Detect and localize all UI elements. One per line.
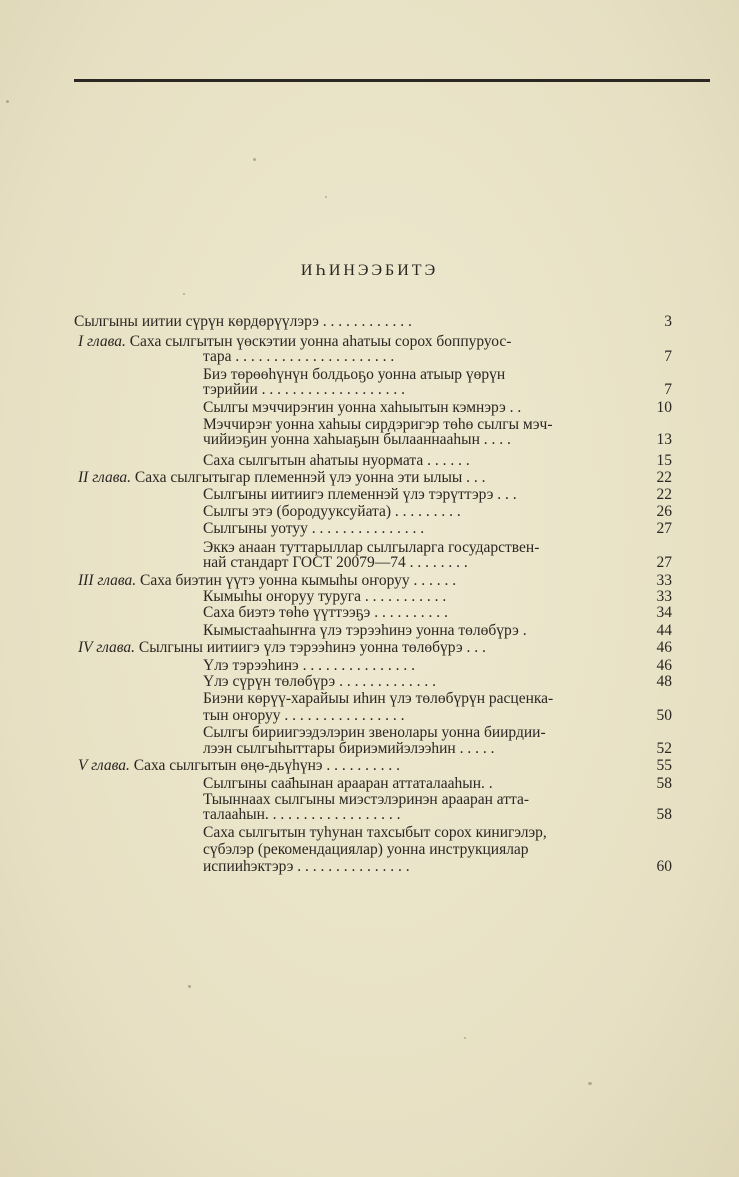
toc-page-number: 10	[656, 399, 672, 416]
toc-entry	[203, 707, 648, 724]
toc-entry	[203, 858, 648, 875]
toc-page-number: 26	[656, 503, 672, 520]
toc-page-number: 22	[656, 486, 672, 503]
toc-entry-text: Сылгыны иитиигэ племеннэй үлэ тэрүттэрэ . . .	[203, 486, 517, 503]
toc-entry-text: тара . . . . . . . . . . . . . . . . . . . . .	[203, 348, 395, 365]
toc-entry	[78, 757, 648, 774]
toc-entry-text: Саха биэтин үүтэ уонна кымыһы оҥоруу . . . . . .	[140, 572, 457, 589]
toc-entry	[74, 313, 648, 330]
toc-entry-text: Сылгыны иитии сүрүн көрдөрүүлэрэ . . . . . . . . . . . .	[74, 313, 412, 330]
paper-speck	[588, 1082, 592, 1085]
toc-entry-text: Биэни көрүү-харайыы иһин үлэ төлөбүрүн расценка-	[203, 690, 554, 707]
paper-speck	[253, 158, 256, 161]
toc-entry-text: Үлэ тэрээһинэ . . . . . . . . . . . . . . .	[203, 657, 415, 674]
toc-page-number: 60	[656, 858, 672, 875]
toc-page-number: 44	[656, 622, 672, 639]
toc-entry	[203, 724, 648, 741]
toc-entry-text: Сылгы бириигээдэлэрин звенолары уонна биирдии-	[203, 724, 546, 741]
toc-page-number: 3	[664, 313, 672, 330]
toc-entry	[203, 554, 648, 571]
toc-entry-text: Кымыстааһыҥҥа үлэ тэрээһинэ уонна төлөбүрэ .	[203, 622, 527, 639]
toc-entry-text: Тыыннаах сылгыны миэстэлэринэн арааран атта-	[203, 791, 530, 808]
toc-entry-text: Эккэ анаан туттарыллар сылгыларга государствен-	[203, 539, 540, 556]
chapter-label: III глава.	[78, 572, 141, 589]
toc-entry-text: тэрийии . . . . . . . . . . . . . . . . . . .	[203, 381, 405, 398]
toc-entry-text: Саха сылгытын аһатыы нуормата . . . . . .	[203, 452, 470, 469]
toc-entry	[203, 824, 648, 841]
chapter-label: I глава.	[78, 333, 130, 350]
toc-entry	[203, 452, 648, 469]
toc-entry-text: лээн сылгыһыттары бириэмийэлээһин . . . . .	[203, 740, 495, 757]
toc-entry-text: Сылгыны саа̄һынан арааран аттаталааһын. .	[203, 775, 493, 792]
toc-entry-text: Саха сылгытыгар племеннэй үлэ уонна эти ылыы . . .	[134, 469, 486, 486]
toc-entry-text: чийиэҕин уонна хаһыаҕын былааннааһын . . . .	[203, 431, 511, 448]
toc-entry	[203, 503, 648, 520]
toc-entry	[203, 657, 648, 674]
toc-entry-text: най стандарт ГОСТ 20079—74 . . . . . . . .	[203, 554, 468, 571]
toc-entry-text: Үлэ сүрүн төлөбүрэ . . . . . . . . . . . . .	[203, 673, 436, 690]
toc-page-number: 46	[656, 639, 672, 656]
toc-entry	[203, 381, 648, 398]
toc-entry-text: Мэччирэҥ уонна хаһыы сирдэригэр төһө сылгы мэч-	[203, 416, 553, 433]
toc-page-number: 33	[656, 572, 672, 589]
toc-page-number: 7	[664, 381, 672, 398]
toc-entry-text: Саха сылгытын үөскэтии уонна аһатыы сорох боппуруос-	[129, 333, 512, 350]
chapter-label: IV глава.	[78, 639, 139, 656]
toc-entry-text: Биэ төрөөһүнүн болдьоҕо уонна атыыр үөрүн	[203, 366, 506, 383]
toc-page-number: 7	[664, 348, 672, 365]
toc-entry	[78, 469, 648, 486]
paper-speck	[183, 293, 185, 295]
toc-entry	[203, 604, 648, 621]
toc-entry	[203, 690, 648, 707]
toc-entry	[203, 520, 648, 537]
toc-page-number: 58	[656, 806, 672, 823]
paper-speck	[188, 985, 191, 988]
toc-entry	[203, 348, 648, 365]
toc-page-number: 27	[656, 554, 672, 571]
toc-entry	[203, 775, 648, 792]
toc-entry	[203, 622, 648, 639]
paper-speck	[464, 1037, 466, 1039]
toc-entry-text: Саха биэтэ төһө үүттээҕэ . . . . . . . . . .	[203, 604, 448, 621]
toc-entry	[78, 639, 648, 656]
toc-entry-text: тын оҥоруу . . . . . . . . . . . . . . . .	[203, 707, 405, 724]
toc-entry-text: Саха сылгытын өңө-дьүһүнэ . . . . . . . . . .	[133, 757, 401, 774]
toc-page-number: 15	[656, 452, 672, 469]
toc-entry	[78, 572, 648, 589]
toc-entry	[203, 486, 648, 503]
toc-entry-text: Сылгыны иитиигэ үлэ тэрээһинэ уонна төлөбүрэ . . .	[138, 639, 486, 656]
toc-entry-text: сүбэлэр (рекомендациялар) уонна инструкциялар	[203, 841, 529, 858]
toc-entry	[203, 431, 648, 448]
paper-speck	[6, 100, 9, 103]
toc-page-number: 22	[656, 469, 672, 486]
toc-entry	[203, 673, 648, 690]
toc-entry	[203, 399, 648, 416]
paper-speck	[325, 196, 327, 198]
toc-entry	[203, 588, 648, 605]
toc-entry-text: Кымыһы оҥоруу туруга . . . . . . . . . . .	[203, 588, 447, 605]
toc-entry	[203, 841, 648, 858]
chapter-label: V глава.	[78, 757, 134, 774]
chapter-label: II глава.	[78, 469, 135, 486]
toc-page-number: 55	[656, 757, 672, 774]
toc-page-number: 46	[656, 657, 672, 674]
toc-page-number: 13	[656, 431, 672, 448]
toc-page-number: 27	[656, 520, 672, 537]
toc-entry-text: талааһын. . . . . . . . . . . . . . . . . .	[203, 806, 401, 823]
toc-page-number: 50	[656, 707, 672, 724]
toc-entry-text: Сылгы мэччирэҥин уонна хаһыытын кэмнэрэ . .	[203, 399, 522, 416]
page-title: ИҺИНЭЭБИТЭ	[300, 262, 439, 279]
toc-page-number: 33	[656, 588, 672, 605]
toc-entry-text: испииһэктэрэ . . . . . . . . . . . . . . .	[203, 858, 410, 875]
toc-page-number: 58	[656, 775, 672, 792]
toc-page-number: 34	[656, 604, 672, 621]
toc-entry	[203, 740, 648, 757]
toc-entry	[203, 806, 648, 823]
toc-entry-text: Саха сылгытын туһунан тахсыбыт сорох кинигэлэр,	[203, 824, 547, 841]
toc-entry-text: Сылгы этэ (бородууксуйата) . . . . . . . . .	[203, 503, 461, 520]
toc-page-number: 48	[656, 673, 672, 690]
toc-entry-text: Сылгыны уотуу . . . . . . . . . . . . . . .	[203, 520, 425, 537]
toc-page-number: 52	[656, 740, 672, 757]
